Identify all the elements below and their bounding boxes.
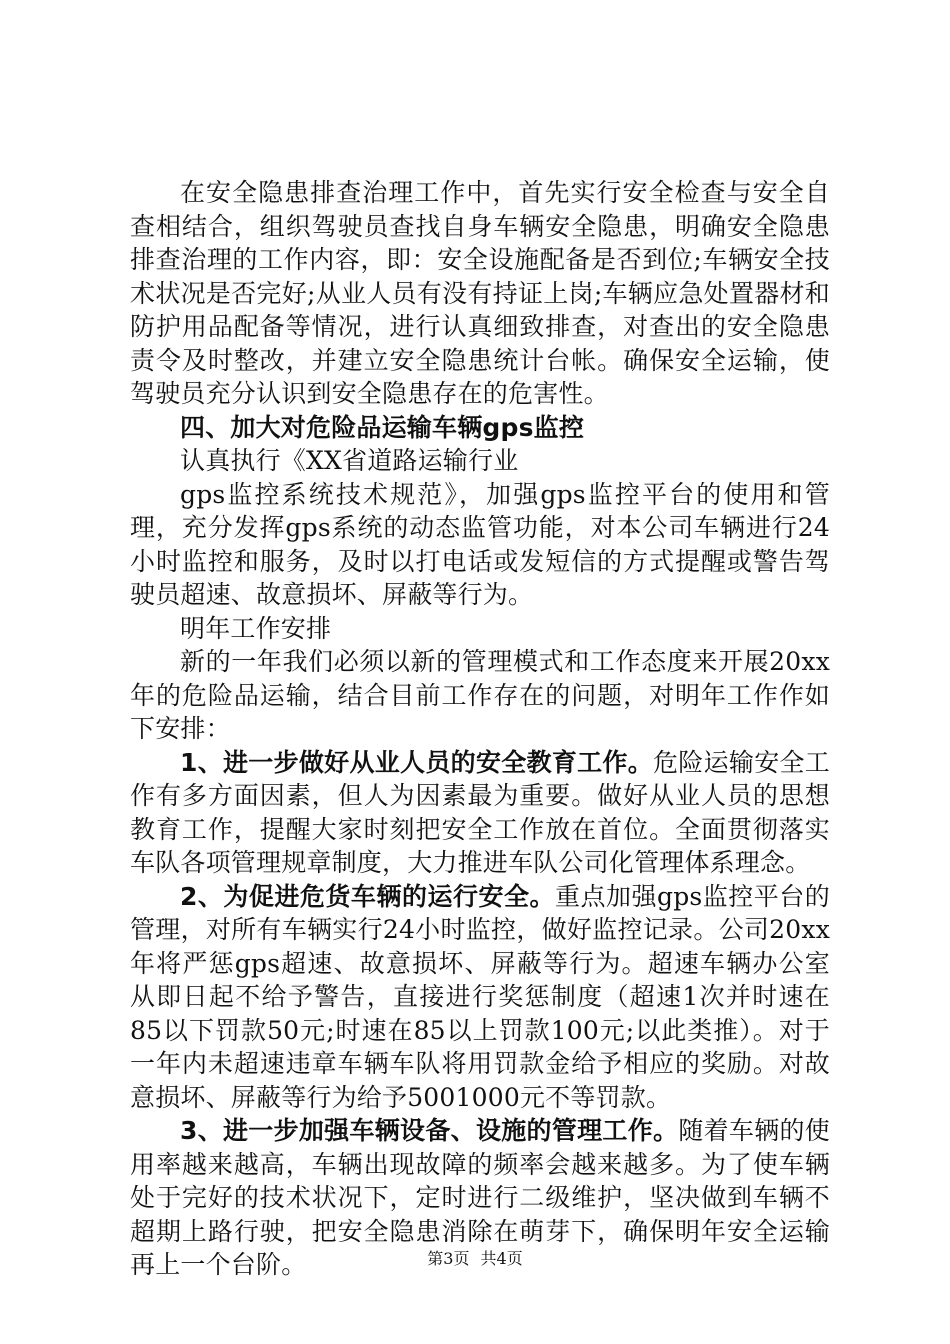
page-footer	[0, 1246, 950, 1269]
list-item-3-text: 随着车辆的使用率越来越高，车辆出现故障的频率会越来越多。为了使车辆处于完好的技术状况下，定时进行二级维护，坚决做到车辆不超期上路行驶，把安全隐患消除在萌芽下，确保明年安全运输再上一个台阶。	[130, 1116, 830, 1279]
list-item-2-text: 重点加强gps监控平台的管理，对所有车辆实行24小时监控，做好监控记录。公司20xx年将严惩gps超速、故意损坏、屏蔽等行为。超速车辆办公室从即日起不给予警告，直接进行奖惩制度（超速1次并时速在85以下罚款50元;时速在85以上罚款100元;以此类推）。对于一年内未超速违章车辆车队将用罚款金给予相应的奖励。对故意损坏、屏蔽等行为给予5001000元不等罚款。	[130, 881, 830, 1112]
document-body	[130, 176, 830, 1282]
paragraph-intro: 新的一年我们必须以新的管理模式和工作态度来开展20xx年的危险品运输，结合目前工作存在的问题，对明年工作作如下安排：	[130, 647, 830, 743]
list-item-3-title: 3、进一步加强车辆设备、设施的管理工作。	[180, 1116, 679, 1145]
page-total: 共4页	[480, 1249, 523, 1268]
paragraph-regulation: 认真执行《XX省道路运输行业	[180, 446, 519, 475]
list-item-2-title: 2、为促进危货车辆的运行安全。	[180, 881, 555, 911]
page-number: 第3页	[427, 1249, 470, 1268]
paragraph-hazard-inspection: 在安全隐患排查治理工作中，首先实行安全检查与安全自查相结合，组织驾驶员查找自身车辆安全隐患，明确安全隐患排查治理的工作内容，即：安全设施配备是否到位;车辆安全技术状况是否完好;从业人员有没有持证上岗;车辆应急处置器材和防护用品配备等情况，进行认真细致排查，对查出的安全隐患责令及时整改，并建立安全隐患统计台帐。确保安全运输，使驾驶员充分认识到安全隐患存在的危害性。	[130, 178, 830, 408]
list-item-1-title: 1、进一步做好从业人员的安全教育工作。	[180, 747, 654, 777]
list-item-1	[130, 746, 830, 880]
paragraph-next-year-plan: 明年工作安排	[180, 613, 332, 643]
paragraph-gps-monitoring: gps监控系统技术规范》，加强gps监控平台的使用和管理，充分发挥gps系统的动态监管功能，对本公司车辆进行24小时监控和服务，及时以打电话或发短信的方式提醒或警告驾驶员超速、故意损坏、屏蔽等行为。	[130, 479, 830, 609]
section-heading-gps: 四、加大对危险品运输车辆gps监控	[180, 412, 585, 442]
list-item-1-text: 危险运输安全工作有多方面因素，但人为因素最为重要。做好从业人员的思想教育工作，提醒大家时刻把安全工作放在首位。全面贯彻落实车队各项管理规章制度，大力推进车队公司化管理体系理念。	[130, 747, 830, 877]
list-item-2	[130, 880, 830, 1115]
